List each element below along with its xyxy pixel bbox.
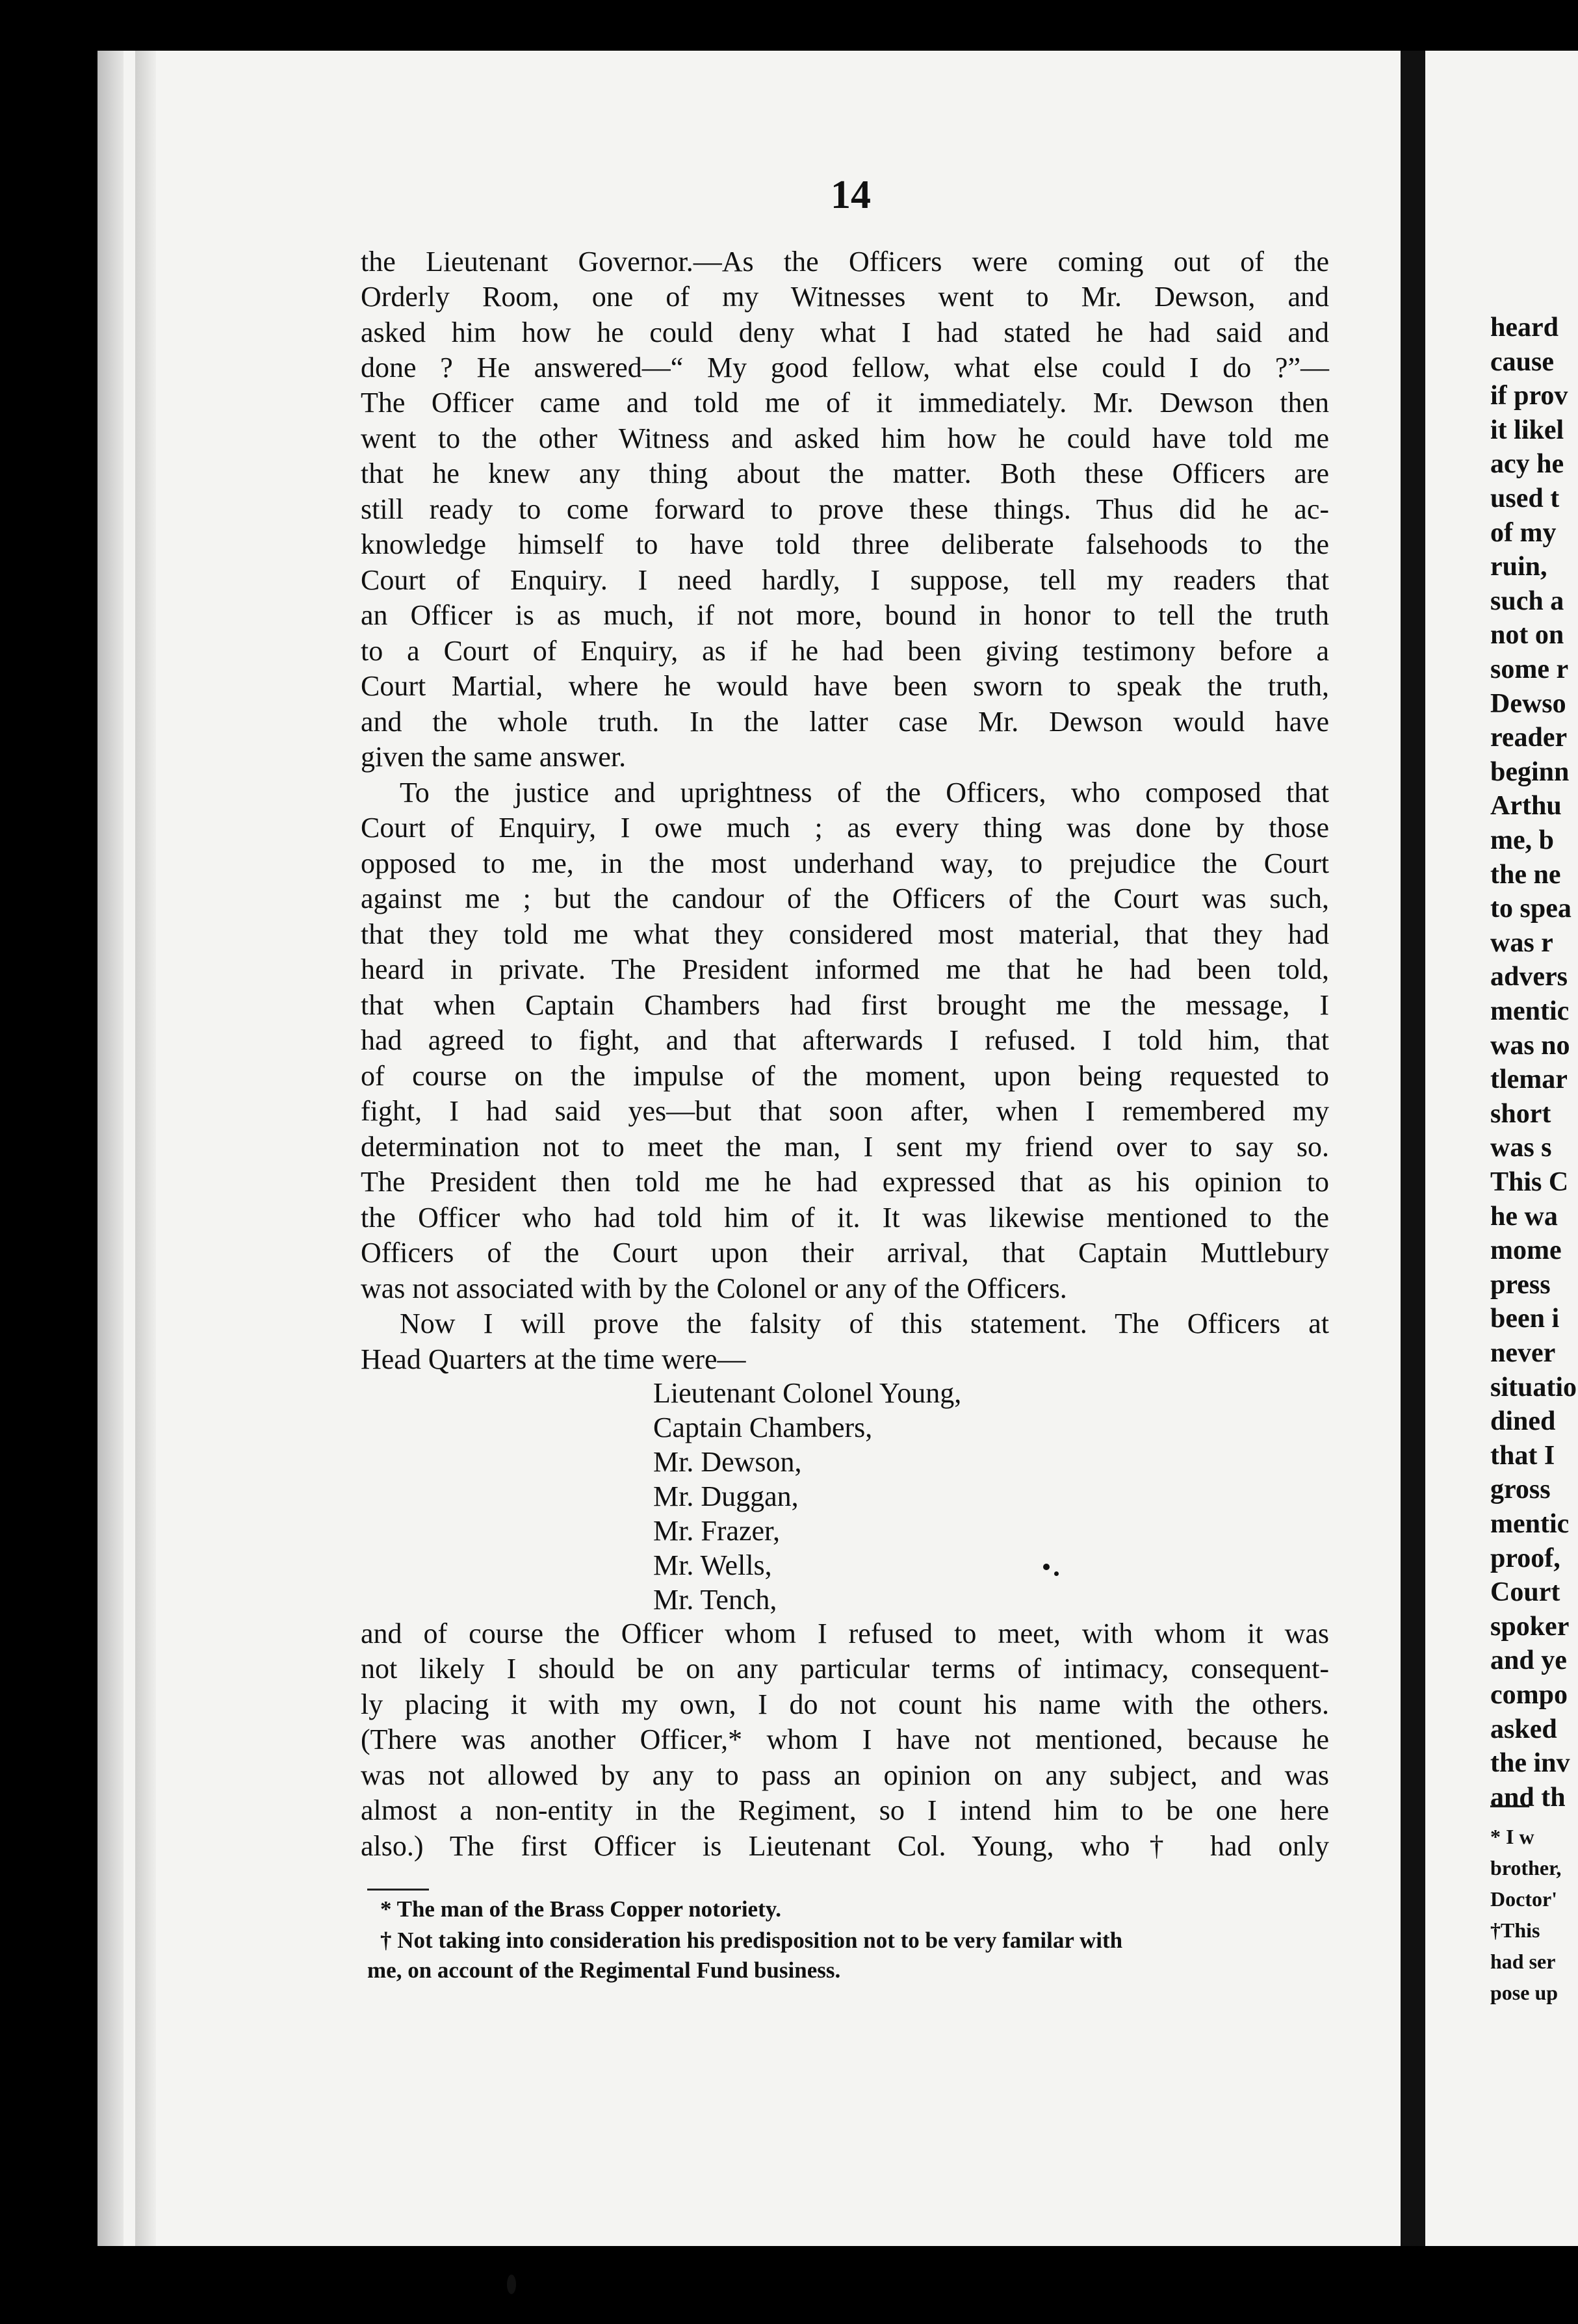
partial-text-line: proof, (1490, 1543, 1560, 1573)
page-edge-shadow (97, 51, 123, 2246)
text-line: an Officer is as much, if not more, bound in honor to tell the truth (361, 599, 1329, 631)
partial-text-line: situatio (1490, 1372, 1577, 1402)
text-line: fight, I had said yes—but that soon after, when I remembered my (361, 1095, 1329, 1127)
partial-text-line: not on (1490, 620, 1564, 651)
partial-text-line: he wa (1490, 1201, 1558, 1232)
page-right-partial (1425, 51, 1578, 2246)
partial-text-line: the ne (1490, 859, 1561, 890)
text-line: to a Court of Enquiry, as if he had been giving testimony before a (361, 635, 1329, 667)
ink-speck (1043, 1564, 1050, 1570)
text-line: the Lieutenant Governor.—As the Officers were coming out of the (361, 246, 1329, 278)
partial-text-line: cause (1490, 346, 1554, 377)
partial-text-line: it likel (1490, 415, 1564, 445)
partial-footnote-line: had ser (1490, 1950, 1556, 1973)
text-line: of course on the impulse of the moment, upon being requested to (361, 1060, 1329, 1092)
partial-footnote-line: pose up (1490, 1981, 1559, 2004)
partial-text-line: been i (1490, 1304, 1560, 1334)
partial-text-line: This C (1490, 1167, 1569, 1197)
text-line: asked him how he could deny what I had stated he had said and (361, 316, 1329, 348)
partial-text-line: was s (1490, 1133, 1552, 1163)
partial-text-line: that I (1490, 1440, 1555, 1471)
text-line: given the same answer. (361, 741, 627, 773)
text-line: also.) The first Officer is Lieutenant Col. Young, who† had only (361, 1830, 1329, 1862)
officer-name: Captain Chambers, (653, 1412, 873, 1443)
ink-speck (507, 2275, 516, 2294)
partial-footnote-line: Doctor' (1490, 1887, 1558, 1911)
text-line: still ready to come forward to prove these things. Thus did he ac- (361, 493, 1329, 525)
partial-text-line: beginn (1490, 756, 1570, 787)
book-gutter (1401, 51, 1425, 2246)
text-line: determination not to meet the man, I sent my friend over to say so. (361, 1131, 1329, 1163)
partial-footnote-line: †This (1490, 1918, 1540, 1942)
text-line: almost a non-entity in the Regiment, so I intend him to be one here (361, 1794, 1329, 1826)
text-line: Officers of the Court upon their arrival, that Captain Muttlebury (361, 1237, 1329, 1269)
partial-text-line: mentic (1490, 996, 1570, 1026)
partial-text-line: mome (1490, 1235, 1562, 1266)
partial-footnote-line: * I w (1490, 1825, 1534, 1848)
footnote: * The man of the Brass Copper notoriety. (380, 1896, 782, 1922)
text-line: To the justice and uprightness of the Officers, who composed that (400, 777, 1329, 808)
partial-text-line: press (1490, 1269, 1551, 1300)
text-line: The Officer came and told me of it immediately. Mr. Dewson then (361, 387, 1329, 419)
partial-text-line: advers (1490, 962, 1568, 992)
officer-name: Mr. Duggan, (653, 1480, 799, 1512)
partial-text-line: acy he (1490, 449, 1564, 480)
partial-text-line: tlemar (1490, 1065, 1568, 1095)
partial-text-line: to spea (1490, 894, 1572, 924)
partial-text-line: Dewso (1490, 688, 1566, 719)
partial-text-line: never (1490, 1338, 1556, 1368)
text-line: that when Captain Chambers had first brought me the message, I (361, 989, 1329, 1021)
partial-text-line: compo (1490, 1680, 1568, 1710)
partial-text-line: was r (1490, 927, 1553, 958)
partial-text-line: and ye (1490, 1646, 1567, 1676)
text-line: The President then told me he had expressed that as his opinion to (361, 1166, 1329, 1198)
text-line: that he knew any thing about the matter. Both these Officers are (361, 458, 1329, 489)
text-line: heard in private. The President informed me that he had been told, (361, 953, 1329, 985)
text-line: Court of Enquiry, I owe much ; as every thing was done by those (361, 812, 1329, 844)
text-line: and of course the Officer whom I refused to meet, with whom it was (361, 1618, 1329, 1649)
partial-text-line: some r (1490, 654, 1569, 684)
page-number: 14 (831, 173, 871, 217)
footnote: me, on account of the Regimental Fund business. (367, 1957, 841, 1983)
officer-name: Mr. Frazer, (653, 1515, 780, 1547)
officer-name: Mr. Wells, (653, 1549, 772, 1581)
partial-text-line: gross (1490, 1475, 1551, 1505)
partial-text-line: used t (1490, 484, 1560, 513)
partial-text-line: Court (1490, 1577, 1560, 1608)
partial-text-line: asked (1490, 1714, 1557, 1744)
partial-text-line: and th (1490, 1782, 1566, 1813)
text-line: had agreed to fight, and that afterwards I refused. I told him, that (361, 1024, 1329, 1056)
text-line: and the whole truth. In the latter case Mr. Dewson would have (361, 706, 1329, 738)
text-line: not likely I should be on any particular terms of intimacy, consequent- (361, 1653, 1329, 1685)
text-line: Orderly Room, one of my Witnesses went to Mr. Dewson, and (361, 281, 1329, 313)
page-edge-shadow (135, 51, 156, 2246)
partial-text-line: of my (1490, 517, 1557, 548)
partial-text-line: ruin, (1490, 552, 1547, 582)
partial-text-line: Arthu (1490, 791, 1562, 821)
officer-name: Lieutenant Colonel Young, (653, 1377, 962, 1409)
partial-text-line: the inv (1490, 1748, 1570, 1779)
text-line: Now I will prove the falsity of this statement. The Officers at (400, 1308, 1329, 1339)
officer-name: Mr. Dewson, (653, 1446, 802, 1478)
partial-text-line: me, b (1490, 825, 1554, 855)
partial-text-line: short (1490, 1098, 1551, 1129)
text-line: was not associated with by the Colonel or any of the Officers. (361, 1272, 1067, 1304)
partial-footnote-line: brother, (1490, 1856, 1562, 1879)
text-line: that they told me what they considered most material, that they had (361, 918, 1329, 950)
text-line: Court Martial, where he would have been sworn to speak the truth, (361, 670, 1329, 702)
partial-text-line: reader (1490, 723, 1568, 753)
text-line: the Officer who had told him of it. It was likewise mentioned to the (361, 1202, 1329, 1233)
footnote-rule (367, 1889, 429, 1891)
officer-name: Mr. Tench, (653, 1584, 777, 1616)
partial-text-line: mentic (1490, 1509, 1570, 1539)
text-line: opposed to me, in the most underhand way, to prejudice the Court (361, 847, 1329, 879)
partial-text-line: heard (1490, 313, 1559, 342)
partial-text-line: was no (1490, 1030, 1570, 1061)
text-line: went to the other Witness and asked him how he could have told me (361, 422, 1329, 454)
text-line: (There was another Officer,* whom I have not mentioned, because he (361, 1724, 1329, 1755)
partial-text-line: if prov (1490, 381, 1568, 411)
footnote: † Not taking into consideration his predisposition not to be very familar with (380, 1928, 1123, 1953)
text-line: ly placing it with my own, I do not count his name with the others. (361, 1688, 1329, 1720)
partial-text-line: dined (1490, 1406, 1556, 1437)
text-line: Court of Enquiry. I need hardly, I suppose, tell my readers that (361, 564, 1329, 596)
text-line: knowledge himself to have told three deliberate falsehoods to the (361, 528, 1329, 560)
text-line: done ? He answered—“ My good fellow, what else could I do ?”— (361, 352, 1329, 383)
ink-speck (1054, 1571, 1059, 1576)
text-line: against me ; but the candour of the Officers of the Court was such, (361, 883, 1329, 914)
partial-text-line: spoker (1490, 1611, 1570, 1642)
text-line: was not allowed by any to pass an opinion on any subject, and was (361, 1759, 1329, 1791)
partial-text-line: such a (1490, 586, 1564, 616)
text-line: Head Quarters at the time were— (361, 1343, 746, 1375)
